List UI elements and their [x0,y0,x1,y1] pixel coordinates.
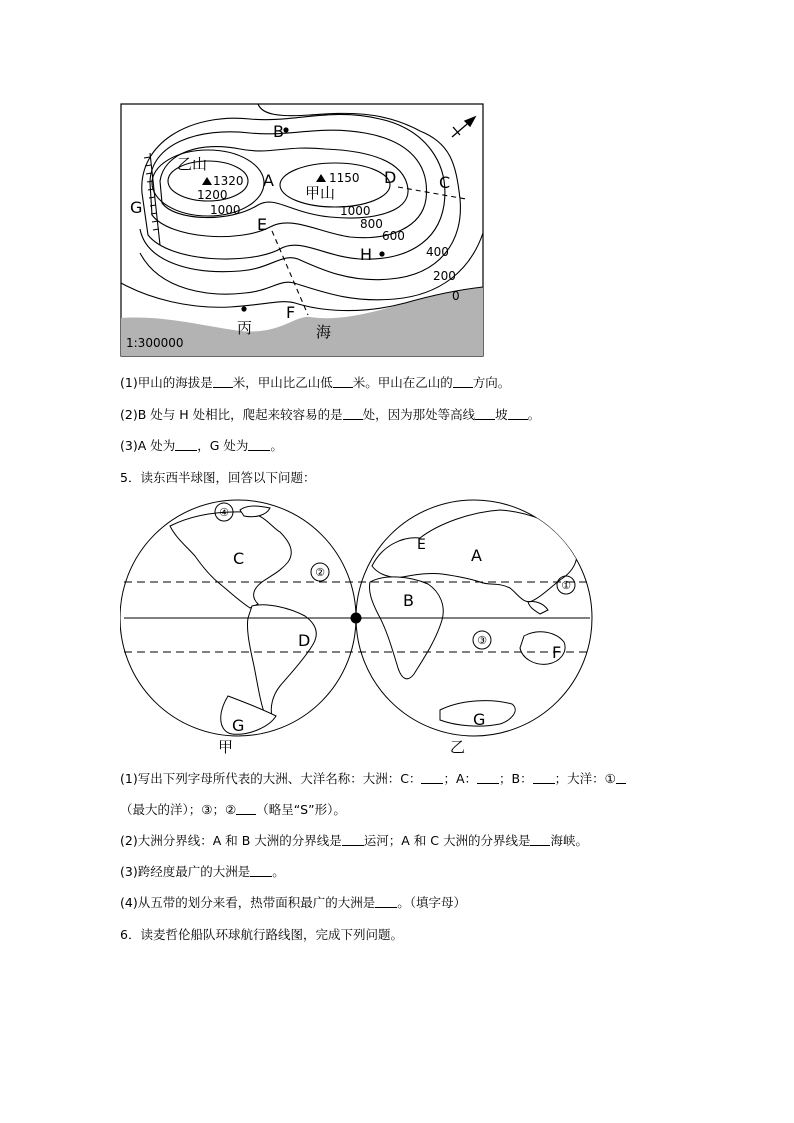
q5-heading: 5．读东西半球图，回答以下问题： [120,470,316,485]
answer-blank[interactable] [475,407,495,420]
label-e: E [257,215,268,234]
map-label-f: F [552,643,562,662]
map-label-d: D [298,631,311,650]
contour-label-800: 800 [360,217,383,231]
q5-part-2: (2)大洲分界线：A 和 B 大洲的分界线是 运河；A 和 C 大洲的分界线是 海峡。 [120,833,588,848]
point-bing-dot [241,306,246,311]
label-d: D [384,168,397,187]
contour-map [120,103,484,357]
hemisphere-map [120,496,600,754]
q4-part-1: (1)甲山的海拔是 米，甲山比乙山低 米。甲山在乙山的 方向。 [120,375,511,390]
map-label-yi: 乙 [450,738,466,754]
contour-label-0: 0 [452,289,460,303]
q5-part-4: (4)从五带的划分来看，热带面积最广的大洲是 。（填字母） [120,895,466,910]
hemisphere-junction-dot [351,613,362,624]
label-c: C [439,173,451,192]
map-label-a: A [471,546,482,565]
map-label-jia: 甲 [218,738,234,754]
answer-blank[interactable] [533,771,555,784]
ocean-2-label: ② [315,566,325,579]
q5-part-1-line-1: (1)写出下列字母所代表的大洲、大洋名称：大洲：C： ；A： ；B： ；大洋：① [120,770,626,788]
label-b: B [273,122,284,141]
answer-blank[interactable] [616,771,626,784]
contour-label-1000-east: 1000 [340,204,371,218]
map-label-e: E [417,537,426,553]
answer-blank[interactable] [530,833,550,846]
contour-label-1000-west: 1000 [210,203,241,217]
ocean-1-label: ① [561,579,571,592]
q6-heading: 6．读麦哲伦船队环球航行路线图，完成下列问题。 [120,927,403,942]
map-label-c: C [233,549,245,568]
answer-blank[interactable] [477,771,499,784]
answer-blank[interactable] [342,833,364,846]
answer-blank[interactable] [453,375,473,388]
q4-part-2: (2)B 处与 H 处相比，爬起来较容易的是 处，因为那处等高线 坡 。 [120,407,541,422]
contour-label-600: 600 [382,229,405,243]
answer-blank[interactable] [248,438,270,451]
map-label-g-west: G [232,716,245,735]
label-f: F [286,303,296,322]
contour-label-1200: 1200 [197,188,228,202]
label-bing: 丙 [237,319,253,337]
yishan-elevation: 1320 [213,174,244,188]
point-h-dot [379,251,384,256]
label-g: G [130,198,143,217]
map-label-g-east: G [473,710,486,729]
label-yishan: 乙山 [177,155,208,173]
jiashan-elevation: 1150 [329,171,360,185]
label-h: H [360,245,373,264]
point-b-dot [283,127,288,132]
contour-label-400: 400 [426,245,449,259]
label-jiashan: 甲山 [305,184,336,202]
answer-blank[interactable] [236,802,256,815]
q4-part-3: (3)A 处为 ，G 处为 。 [120,438,283,453]
ocean-4-label: ④ [219,506,229,519]
answer-blank[interactable] [421,771,443,784]
answer-blank[interactable] [213,375,233,388]
label-hai: 海 [316,323,332,341]
answer-blank[interactable] [175,438,197,451]
answer-blank[interactable] [333,375,353,388]
answer-blank[interactable] [375,895,397,908]
contour-label-200: 200 [433,269,456,283]
q5-part-3: (3)跨经度最广的大洲是 。 [120,864,285,879]
q5-part-1-line-2: （最大的洋）；③；② （略呈“S”形）。 [120,802,346,817]
answer-blank[interactable] [250,864,272,877]
answer-blank[interactable] [343,407,363,420]
answer-blank[interactable] [508,407,528,420]
ocean-3-label: ③ [477,634,487,647]
label-a: A [263,171,274,190]
map-label-b: B [403,591,414,610]
map-scale: 1:300000 [126,336,184,350]
